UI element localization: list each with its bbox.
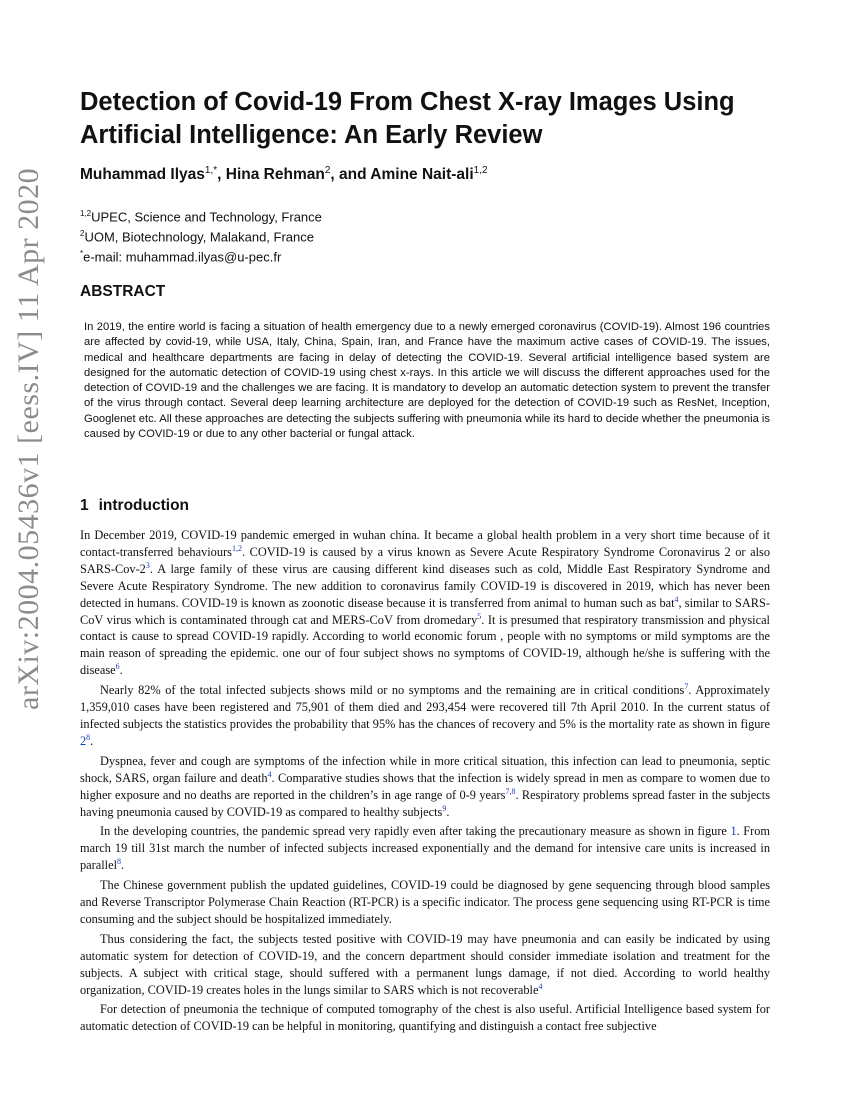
affiliation-line: [80, 246, 322, 266]
paragraph-text: .: [446, 804, 450, 819]
body-paragraph: [80, 753, 770, 821]
paper-title: Detection of Covid-19 From Chest X-ray Images Using Artificial Intelligence: An Early Review: [80, 88, 735, 149]
paragraph-text: . Respiratory problems spread faster in the subjects having pneumonia caused by COVID-19 as compared to healthy subjects: [80, 787, 771, 819]
paragraph-text: In December 2019, COVID-19 pandemic emerged in wuhan china. It became a global health problem in a very short time because of it contact-transferred behaviours: [80, 528, 770, 559]
figure-reference-link[interactable]: 1: [730, 824, 737, 839]
affiliation-mark: 1,2: [80, 209, 92, 218]
affiliation-line: [80, 226, 322, 246]
paragraph-text: .: [90, 733, 94, 748]
citation-link[interactable]: 4: [267, 769, 272, 779]
paragraph-text: For detection of pneumonia the technique of computed tomography of the chest is also useful. Artificial Intelligence based system for automatic detection of COVID-19 can be helpful in monitoring, quantifying and distinguish a contact free subjective: [80, 1002, 770, 1034]
affiliation-list: [80, 206, 322, 265]
affiliation-line: [80, 206, 322, 226]
body-paragraph: [80, 527, 770, 679]
paragraph-text: Thus considering the fact, the subjects tested positive with COVID-19 may have pneumonia and can easily be indicated by using automatic system for detection of COVID-19, and the concern department should consider immediate isolation and treatment for the subjects. A subject with critical stage, should suffered with a permanent lungs damage, if not died. According to world healthy organization, COVID-19 creates holes in the lungs similar to SARS which is not recoverable: [80, 931, 770, 997]
affiliation-text: e-mail: muhammad.ilyas@u-pec.fr: [83, 248, 282, 264]
citation-link[interactable]: 5: [477, 611, 482, 621]
affiliation-text: UPEC, Science and Technology, France: [91, 209, 322, 225]
author-affiliation-mark: 1,*: [204, 165, 218, 176]
author-name: Muhammad Ilyas: [80, 166, 205, 184]
citation-link[interactable]: 1,2: [231, 543, 242, 553]
arxiv-identifier-stamp: arXiv:2004.05436v1 [eess.IV] 11 Apr 2020: [12, 167, 45, 710]
citation-link[interactable]: 6: [115, 662, 120, 672]
citation-link[interactable]: 7: [684, 682, 689, 692]
author-affiliation-mark: 1,2: [473, 165, 488, 176]
section-heading: [80, 497, 189, 515]
affiliation-text: UOM, Biotechnology, Malakand, France: [84, 229, 314, 245]
body-paragraph: [80, 877, 770, 928]
citation-link[interactable]: 3: [145, 560, 150, 570]
section-body: [80, 527, 770, 1038]
affiliation-mark: 2: [80, 228, 85, 238]
paragraph-text: In the developing countries, the pandemic spread very rapidly even after taking the precautionary measure as shown in figure: [100, 824, 731, 839]
section-number: 1: [80, 497, 89, 514]
paragraph-text: . Comparative studies shows that the infection is widely spread in men as compare to women due to higher exposure and no deaths are reported in the children’s in age range of 0-9 years: [80, 770, 770, 802]
citation-link[interactable]: 7,8: [505, 786, 516, 796]
author-list: [80, 165, 488, 184]
paragraph-text: , similar to SARS-CoV virus which is contaminated through cat and MERS-CoV from dromedary: [80, 595, 771, 627]
citation-link[interactable]: 9: [442, 803, 447, 813]
affiliation-mark: *: [80, 248, 84, 258]
author-affiliation-mark: 2: [324, 165, 331, 176]
paragraph-text: Nearly 82% of the total infected subjects shows mild or no symptoms and the remaining are in critical conditions: [100, 683, 685, 698]
body-paragraph: [80, 1001, 770, 1035]
paragraph-text: . Approximately 1,359,010 cases have been registered and 75,901 of them died and 293,454 were recovered till 7th April 2010. In the current status of infected subjects the statistics provides the probability that 95% has the chances of recovery and 5% is the mortality rate as shown in figure: [80, 683, 771, 731]
citation-link[interactable]: 8: [117, 857, 122, 867]
section-title: introduction: [98, 497, 190, 514]
body-paragraph: [80, 682, 770, 750]
body-paragraph: [80, 931, 770, 999]
paragraph-text: Dyspnea, fever and cough are symptoms of the infection while in more critical situation, this infection can lead to pneumonia, septic shock, SARS, organ failure and death: [80, 753, 770, 785]
author-name: Amine Nait-ali: [370, 166, 474, 184]
author-separator: , and: [330, 166, 371, 184]
paragraph-text: . A large family of these virus are causing different kind diseases such as cold, Middle East Respiratory Syndrome and Severe Acute Respiratory Syndrome. The new addition to coronavirus family COVID-19 is discovered in 2019, which has never been detected in humans. COVID-19 is known as zoonotic disease because it is transferred from animal to human such as bat: [80, 561, 770, 610]
paragraph-text: The Chinese government publish the updated guidelines, COVID-19 could be diagnosed by gene sequencing through blood samples and Reverse Transcriptor Polymerase Chain Reaction (RT-PCR) is a specific indicator. The process gene sequencing using RT-PCR is time consuming and the subject should be hospitalized immediately.: [80, 878, 770, 926]
body-paragraph: [80, 823, 770, 874]
abstract-heading: ABSTRACT: [80, 283, 166, 300]
citation-link[interactable]: 8: [86, 732, 91, 742]
paragraph-text: . COVID-19 is caused by a virus known as Severe Acute Respiratory Syndrome Coronavirus 2 or also SARS-Cov-2: [80, 544, 770, 576]
citation-link[interactable]: 4: [674, 594, 679, 604]
paragraph-text: .: [121, 858, 125, 873]
author-separator: ,: [217, 166, 226, 184]
author-name: Hina Rehman: [225, 166, 325, 184]
citation-link[interactable]: 4: [538, 981, 543, 991]
paragraph-text: .: [119, 663, 123, 678]
paragraph-text: . It is presumed that respiratory transmission and physical contact is cause to spread COVID-19 rapidly. According to world economic forum , people with no symptoms or mild symptoms are the main reason of spreading the epidemic. one our of four subject shows no symptoms of COVID-19, although he/she is suffering with the disease: [80, 612, 770, 678]
figure-reference-link[interactable]: 2: [80, 733, 87, 748]
paragraph-text: . From march 19 till 31st march the number of infected subjects increased exponentially and the demand for intensive care units is increased in parallel: [80, 824, 771, 873]
abstract-text: In 2019, the entire world is facing a situation of health emergency due to a newly emerged coronavirus (COVID-19). Almost 196 countries are affected by covid-19, while USA, Italy, China, Spain, Iran, and France have the maximum active cases of COVID-19. The issues, medical and healthcare departments are facing in delay of detecting the COVID-19. Several artificial intelligence based system are designed for the automatic detection of COVID-19 using chest x-rays. In this article we will discuss the different approaches used for the detection of COVID-19 and the challenges we are facing. It is mandatory to develop an automatic detection system to prevent the transfer of the virus through contact. Several deep learning architecture are deployed for the detection of COVID-19 such as ResNet, Inception, Googlenet etc. All these approaches are detecting the subjects suffering with pneumonia while its hard to decide whether the pneumonia is caused by COVID-19 or due to any other bacterial or fungal attack.: [84, 321, 770, 441]
